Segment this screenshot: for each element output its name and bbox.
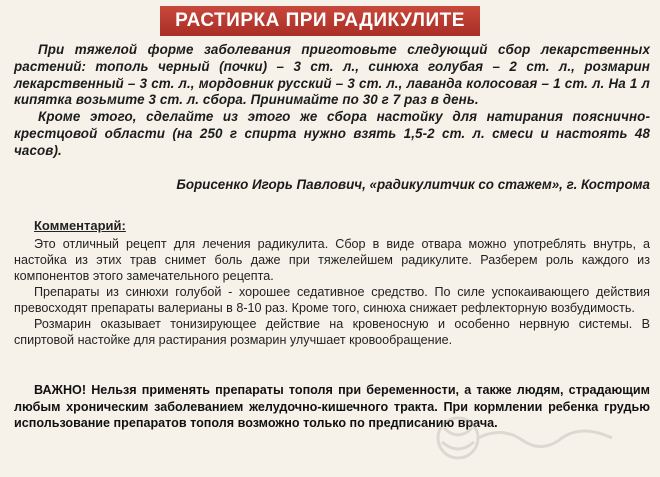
comment-paragraph-sinyukha: Препараты из синюхи голубой - хорошее седативное средство. По силе успокаивающего действия превосходят препараты валерианы в 8-10 раз. Кроме того, синюха снижает рефлекторную возбудимость.: [14, 285, 650, 315]
ball-of-yarn-icon: [432, 408, 622, 468]
recipe-paragraph-tincture: Кроме этого, сделайте из этого же сбора настойку для натирания пояснично-крестцовой области (на 250 г спирта нужно взять 1,5-2 ст. л. смеси и настоять 48 часов).: [14, 109, 650, 158]
comment-paragraph-rosemary: Розмарин оказывает тонизирующее действие на кровеносную и особенно нервную системы. В спиртовой настойке для растирания розмарин улучшает кровообращение.: [14, 317, 650, 347]
title-banner: [160, 6, 480, 36]
warning-text: ВАЖНО! Нельзя применять препараты тополя при беременности, а также людям, страдающим любым хроническим заболеванием желудочно-кишечного тракта. При кормлении ребенка грудью использование препаратов тополя возможно только по предписанию врача.: [14, 383, 650, 430]
comment-section: [14, 218, 650, 348]
recipe-paragraph: При тяжелой форме заболевания приготовьте следующий сбор лекарственных растений: тополь черный (почки) – 3 ст. л., синюха голубая – 2 ст. л., розмарин лекарственный – 3 ст. л., мордовник русский – 3 ст. л., лаванда колосовая – 1 ст. л. На 1 л кипятка возьмите 3 ст. л. сбора. Принимайте по 30 г 7 раз в день.: [14, 42, 650, 108]
comment-heading: Комментарий:: [34, 218, 126, 233]
comment-paragraph: Это отличный рецепт для лечения радикулита. Сбор в виде отвара можно употреблять внутрь, а настойка из этих трав снимет боль даже при тяжелейшем радикулите. Разберем роль каждого из компонентов этого замечательного рецепта.: [14, 237, 650, 283]
recipe-text: [14, 42, 650, 160]
author-signature: Борисенко Игорь Павлович, «радикулитчик со стажем», г. Кострома: [176, 177, 650, 192]
article-title: РАСТИРКА ПРИ РАДИКУЛИТЕ: [175, 10, 465, 31]
